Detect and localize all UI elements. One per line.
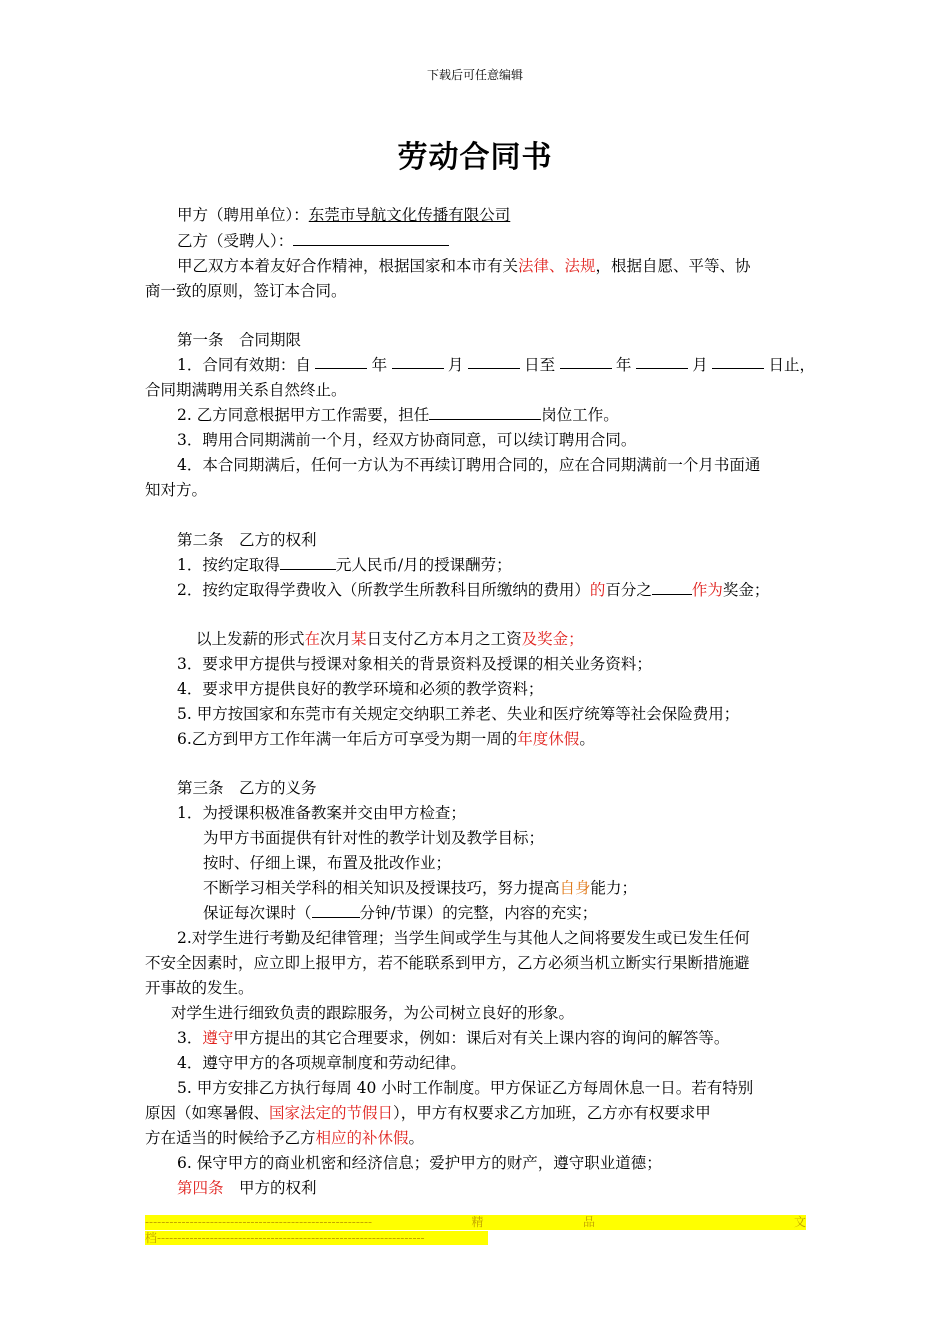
term-year-label: 年 xyxy=(371,356,388,374)
self-highlight: 自身 xyxy=(559,879,591,897)
footer-word-2: 品 xyxy=(583,1215,596,1229)
article1-item2 xyxy=(177,403,847,427)
skill-suffix: 能力； xyxy=(590,879,638,897)
term-from-label: 1．合同有效期：自 xyxy=(177,356,311,374)
intro-text-end: ，根据自愿、平等、协 xyxy=(595,257,751,275)
article3-item4: 4．遵守甲方的各项规章制度和劳动纪律。 xyxy=(177,1054,466,1072)
article3-item2-cont1: 不安全因素时，应立即上报甲方，若不能联系到甲方，乙方必须当机立断实行果断措施避 xyxy=(145,954,750,972)
position-label: 2. 乙方同意根据甲方工作需要，担任 xyxy=(177,406,430,424)
bonus-highlight-2: 作为 xyxy=(691,581,723,599)
term-end-label: 日止， xyxy=(768,356,815,374)
position-suffix: 岗位工作。 xyxy=(541,406,619,424)
term-end-month-label: 月 xyxy=(692,356,708,374)
bonus-highlight-1: 的 xyxy=(589,581,606,599)
article2-item6 xyxy=(177,727,847,751)
article4-number: 第四条 xyxy=(177,1179,224,1197)
header-note: 下载后可任意编辑 xyxy=(426,68,523,82)
article3-item2-cont2: 开事故的发生。 xyxy=(145,979,254,997)
position-blank[interactable] xyxy=(429,404,541,420)
article3-item2-cont3: 对学生进行细致负责的跟踪服务，为公司树立良好的形象。 xyxy=(171,1004,575,1022)
article3-sub4 xyxy=(203,901,873,925)
intro-line-2: 商一致的原则，签订本合同。 xyxy=(145,282,347,300)
article2-item4: 4．要求甲方提供良好的教学环境和必须的教学资料； xyxy=(177,680,544,698)
bonus-percent-label: 百分之 xyxy=(605,581,652,599)
document-title: 劳动合同书 xyxy=(397,140,553,175)
term-start-day-blank[interactable] xyxy=(468,353,520,369)
article1-item1-cont: 合同期满聘用关系自然终止。 xyxy=(145,381,347,399)
article2-item2 xyxy=(177,578,847,602)
leave-text: 6.乙方到甲方工作年满一年后方可享受为期一周的 xyxy=(177,730,518,748)
article3-item3 xyxy=(177,1026,847,1050)
pay-highlight-2: 某 xyxy=(351,630,367,648)
bonus-suffix: 奖金； xyxy=(722,581,770,599)
party-b-blank[interactable] xyxy=(293,230,449,246)
article3-item5-cont2 xyxy=(145,1126,815,1150)
term-to-label: 日至 xyxy=(524,356,556,374)
article4-heading: 甲方的权利 xyxy=(223,1179,317,1197)
fee-suffix: 元人民币/月的授课酬劳； xyxy=(335,556,512,574)
article3-sub2: 按时、仔细上课，布置及批改作业； xyxy=(203,854,452,872)
comp-leave-text: 方在适当的时候给予乙方 xyxy=(145,1129,316,1147)
article2-item3: 3．要求甲方提供与授课对象相关的背景资料及授课的相关业务资料； xyxy=(177,655,652,673)
intro-line-1 xyxy=(177,254,847,278)
article3-sub1: 为甲方书面提供有针对性的教学计划及教学目标； xyxy=(203,829,545,847)
footer-dashes: -------------------------------------------------------- xyxy=(145,1215,373,1229)
intro-text: 甲乙双方本着友好合作精神，根据国家和本市有关 xyxy=(177,257,519,275)
party-b-label: 乙方（受聘人）： xyxy=(177,232,294,250)
term-end-year-blank[interactable] xyxy=(560,353,612,369)
term-end-day-blank[interactable] xyxy=(712,353,764,369)
article1-title: 第一条 合同期限 xyxy=(177,331,302,349)
footer-word-1: 精 xyxy=(471,1215,484,1229)
article1-item4: 4．本合同期满后，任何一方认为不再续订聘用合同的，应在合同期满前一个月书面通 xyxy=(177,456,761,474)
article3-item2: 2.对学生进行考勤及纪律管理；当学生间或学生与其他人之间将要发生或已发生任何 xyxy=(177,929,750,947)
footer-watermark-line2: 档------------------------------------------------------------------ xyxy=(145,1231,488,1245)
article3-item1: 1．为授课积极准备教案并交由甲方检查； xyxy=(177,804,466,822)
article2-title: 第二条 乙方的权利 xyxy=(177,531,317,549)
leave-end: 。 xyxy=(579,730,595,748)
pay-highlight-3: 及奖金； xyxy=(521,630,584,648)
term-month-label: 月 xyxy=(447,356,464,374)
intro-law-highlight: 法律、法规 xyxy=(518,257,596,275)
footer-watermark-line1 xyxy=(145,1215,806,1230)
pay-text-b: 次月 xyxy=(320,630,352,648)
pay-text-c: 日支付乙方本月之工资 xyxy=(366,630,522,648)
fee-label: 1．按约定取得 xyxy=(177,556,280,574)
class-time-label: 保证每次课时（ xyxy=(203,904,312,922)
pay-schedule xyxy=(196,627,866,651)
skill-text: 不断学习相关学科的相关知识及授课技巧，努力提高 xyxy=(203,879,560,897)
article3-title: 第三条 乙方的义务 xyxy=(177,779,317,797)
footer-word-3: 文 xyxy=(793,1215,806,1229)
class-time-suffix: 分钟/节课）的完整，内容的充实； xyxy=(359,904,598,922)
article1-item4-cont: 知对方。 xyxy=(145,481,208,499)
comp-leave-highlight: 相应的补休假 xyxy=(315,1129,409,1147)
item3-text: 甲方提出的其它合理要求，例如：课后对有关上课内容的询问的解答等。 xyxy=(233,1029,730,1047)
article2-item1 xyxy=(177,553,847,577)
item3-number: 3． xyxy=(177,1029,203,1047)
article3-item5-cont1 xyxy=(145,1101,815,1125)
article3-item5: 5. 甲方安排乙方执行每周 40 小时工作制度。甲方保证乙方每周休息一日。若有特别 xyxy=(177,1079,754,1097)
article3-sub3 xyxy=(203,876,873,900)
comply-highlight: 遵守 xyxy=(202,1029,234,1047)
party-a-label: 甲方（聘用单位）： xyxy=(177,206,309,224)
holiday-text-a: 原因（如寒暑假、 xyxy=(145,1104,270,1122)
class-minutes-blank[interactable] xyxy=(312,902,360,918)
holiday-text-b: ），甲方有权要求乙方加班，乙方亦有权要求甲 xyxy=(393,1104,711,1122)
article4-title xyxy=(177,1176,847,1200)
comp-leave-end: 。 xyxy=(408,1129,425,1147)
term-start-month-blank[interactable] xyxy=(392,353,444,369)
bonus-percent-blank[interactable] xyxy=(652,579,692,595)
fee-blank[interactable] xyxy=(280,554,336,570)
bonus-text: 2．按约定取得学费收入（所教学生所教科目所缴纳的费用） xyxy=(177,581,590,599)
article2-item5: 5. 甲方按国家和东莞市有关规定交纳职工养老、失业和医疗统筹等社会保险费用； xyxy=(177,705,740,723)
holiday-highlight: 国家法定的节假日 xyxy=(269,1104,394,1122)
article3-item6: 6. 保守甲方的商业机密和经济信息；爱护甲方的财产，遵守职业道德； xyxy=(177,1154,662,1172)
annual-leave-highlight: 年度休假 xyxy=(517,730,580,748)
pay-text-a: 以上发薪的形式 xyxy=(196,630,305,648)
article1-item3: 3．聘用合同期满前一个月，经双方协商同意，可以续订聘用合同。 xyxy=(177,431,637,449)
term-end-year-label: 年 xyxy=(615,356,632,374)
party-b-line xyxy=(177,229,847,253)
term-start-year-blank[interactable] xyxy=(315,353,367,369)
party-a-line xyxy=(177,203,847,227)
pay-highlight-1: 在 xyxy=(304,630,321,648)
article1-item1 xyxy=(177,353,815,377)
party-a-value: 东莞市导航文化传播有限公司 xyxy=(308,206,511,224)
term-end-month-blank[interactable] xyxy=(636,353,688,369)
